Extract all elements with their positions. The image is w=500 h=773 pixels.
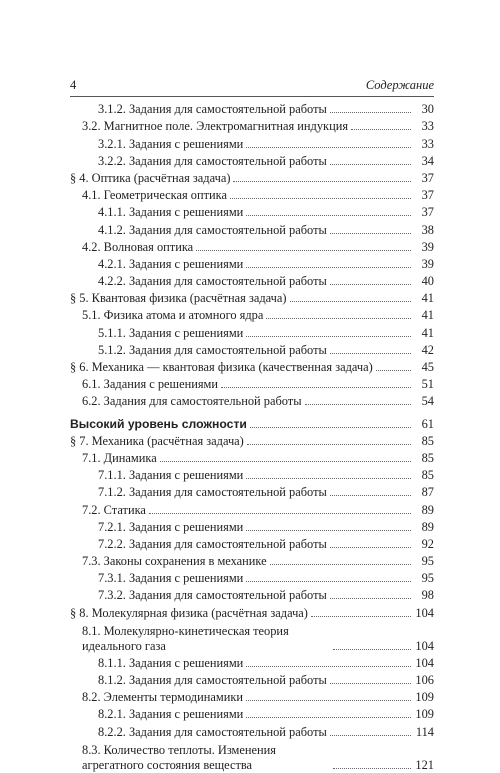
toc-entry[interactable] <box>70 375 434 392</box>
toc-leader-dots <box>333 649 411 650</box>
toc-entry[interactable] <box>70 671 434 688</box>
toc-entry[interactable] <box>70 169 434 186</box>
toc-entry-title: § 6. Механика — квантовая физика (качественная задача) <box>70 360 373 374</box>
toc-entry[interactable] <box>70 449 434 466</box>
toc-entry[interactable] <box>70 603 434 620</box>
toc-entry-title: 7.1. Динамика <box>82 450 157 465</box>
toc-entry-title: 4.2.2. Задания для самостоятельной работы <box>98 274 327 289</box>
toc-leader-dots <box>270 564 411 565</box>
toc-leader-dots <box>330 233 411 234</box>
toc-entry-title: 7.3.2. Задания для самостоятельной работы <box>98 588 327 603</box>
header-rule <box>70 96 434 97</box>
toc-entry-title: 3.2.2. Задания для самостоятельной работы <box>98 153 327 168</box>
toc-entry-page: 38 <box>421 222 434 237</box>
toc-entry[interactable] <box>70 341 434 358</box>
toc-entry-title: 8.2.1. Задания с решениями <box>98 707 244 722</box>
toc-leader-dots <box>330 735 411 736</box>
toc-entry-page: 37 <box>421 170 434 185</box>
toc-leader-dots <box>149 513 411 514</box>
toc-leader-dots <box>246 581 411 582</box>
toc-entry-page: 33 <box>421 136 434 151</box>
toc-entry-page: 85 <box>421 468 434 483</box>
toc-leader-dots <box>230 198 411 199</box>
toc-entry-title: 7.2. Статика <box>82 502 146 517</box>
toc-entry-page: 109 <box>415 707 434 722</box>
toc-entry[interactable] <box>70 203 434 220</box>
toc-leader-dots <box>233 181 411 182</box>
toc-entry-page: 37 <box>421 188 434 203</box>
toc-leader-dots <box>246 700 411 701</box>
toc-leader-dots <box>246 336 411 337</box>
toc-leader-dots <box>246 666 411 667</box>
toc-entry-page: 39 <box>421 256 434 271</box>
toc-entry-page: 95 <box>421 571 434 586</box>
toc-entry[interactable] <box>70 569 434 586</box>
toc-leader-dots <box>266 318 411 319</box>
section-title: Содержание <box>365 78 434 92</box>
toc-leader-dots <box>247 444 411 445</box>
toc-entry-title: § 8. Молекулярная физика (расчётная задача) <box>70 605 308 620</box>
toc-leader-dots <box>246 717 411 718</box>
toc-entry-page: 54 <box>421 394 434 409</box>
toc-entry-title: 8.1.2. Задания для самостоятельной работы <box>98 673 327 687</box>
toc-entry-title: 8.1. Молекулярно-кинетическая теория идеального газа <box>82 623 289 653</box>
toc-leader-dots <box>333 768 411 769</box>
toc-entry[interactable] <box>70 358 434 375</box>
toc-leader-dots <box>221 387 411 388</box>
toc-entry[interactable] <box>70 272 434 289</box>
toc-entry-title: 3.1.2. Задания для самостоятельной работы <box>98 102 327 117</box>
toc-entry-title: 7.1.1. Задания с решениями <box>98 468 244 483</box>
toc-leader-dots <box>246 215 411 216</box>
toc-entry-page: 30 <box>421 102 434 117</box>
page-number: 4 <box>70 78 77 92</box>
toc-entry[interactable] <box>70 238 434 255</box>
toc-entry[interactable] <box>70 518 434 535</box>
toc-leader-dots <box>376 370 411 371</box>
toc-entry[interactable] <box>70 117 434 134</box>
toc-entry[interactable] <box>70 621 434 654</box>
toc-entry-page: 37 <box>421 205 434 220</box>
toc-entry-title: 7.2.2. Задания для самостоятельной работы <box>98 536 327 551</box>
toc-leader-dots <box>330 547 411 548</box>
toc-leader-dots <box>330 683 411 684</box>
toc-entry-page: 45 <box>421 360 434 374</box>
toc-entry-title: 5.1. Физика атома и атомного ядра <box>82 308 264 323</box>
toc-entry-page: 98 <box>421 588 434 603</box>
toc-leader-dots <box>305 404 411 405</box>
toc-entry-page: 95 <box>421 554 434 569</box>
toc-leader-dots <box>160 461 411 462</box>
toc-entry-page: 121 <box>415 757 434 772</box>
toc-entry[interactable] <box>70 134 434 151</box>
toc-entry[interactable] <box>70 152 434 169</box>
toc-leader-dots <box>196 250 411 251</box>
toc-entry-page: 85 <box>421 433 434 448</box>
toc-entry-page: 104 <box>415 655 434 670</box>
toc-leader-dots <box>330 598 411 599</box>
toc-entry-title: § 7. Механика (расчётная задача) <box>70 433 244 448</box>
toc-entry[interactable] <box>70 323 434 340</box>
toc-entry[interactable] <box>70 432 434 449</box>
toc-entry-title: 7.3. Законы сохранения в механике <box>82 554 267 569</box>
toc-entry-title: 8.2.2. Задания для самостоятельной работы <box>98 724 327 739</box>
toc-entry-page: 41 <box>421 308 434 323</box>
toc-entry-title: 7.3.1. Задания с решениями <box>98 571 244 586</box>
toc-entry-page: 85 <box>421 450 434 465</box>
toc-leader-dots <box>330 164 411 165</box>
toc-entry-page: 33 <box>421 119 434 134</box>
toc-entry[interactable] <box>70 705 434 722</box>
toc-entry-title: § 4. Оптика (расчётная задача) <box>70 170 231 185</box>
toc-entry[interactable] <box>70 722 434 739</box>
toc-entry-title: 6.1. Задания с решениями <box>82 377 219 392</box>
toc-entry[interactable] <box>70 483 434 500</box>
toc-entry[interactable] <box>70 220 434 237</box>
toc-entry-page: 104 <box>415 605 434 620</box>
toc-entry[interactable] <box>70 688 434 705</box>
toc-entry-page: 106 <box>415 673 434 687</box>
toc-entry[interactable] <box>70 466 434 483</box>
toc-leader-dots <box>246 147 411 148</box>
toc-entry[interactable] <box>70 289 434 306</box>
toc-entry-title: 4.1.1. Задания с решениями <box>98 205 244 220</box>
toc-entry-title: 4.1. Геометрическая оптика <box>82 188 227 203</box>
toc-entry-page: 89 <box>421 519 434 534</box>
toc-entry-title: 4.2. Волновая оптика <box>82 239 194 254</box>
toc-entry-page: 41 <box>421 291 434 306</box>
toc-entry[interactable] <box>70 186 434 203</box>
toc-entry[interactable] <box>70 654 434 671</box>
toc-entry-title: Высокий уровень сложности <box>70 416 247 431</box>
toc-entry-page: 109 <box>415 690 434 705</box>
toc-entry-title: 7.2.1. Задания с решениями <box>98 519 244 534</box>
toc-entry-page: 104 <box>415 638 434 653</box>
toc-entry-page: 40 <box>421 274 434 289</box>
toc-entry[interactable] <box>70 255 434 272</box>
toc-entry-page: 87 <box>421 485 434 500</box>
toc-entry-title: 5.1.1. Задания с решениями <box>98 325 244 340</box>
toc-entry-page: 114 <box>415 724 434 739</box>
toc-entry-page: 89 <box>421 502 434 517</box>
toc-leader-dots <box>330 495 411 496</box>
toc-entry-title: 8.1.1. Задания с решениями <box>98 655 244 670</box>
toc-entry[interactable] <box>70 392 434 409</box>
toc-entry-page: 42 <box>421 342 434 357</box>
toc-entry-title: 3.2.1. Задания с решениями <box>98 136 244 151</box>
toc-entry[interactable] <box>70 500 434 517</box>
toc-leader-dots <box>250 427 411 428</box>
page-header <box>70 78 434 94</box>
toc-entry[interactable] <box>70 306 434 323</box>
toc-entry[interactable] <box>70 535 434 552</box>
toc-entry-title: § 5. Квантовая физика (расчётная задача) <box>70 291 287 306</box>
toc-leader-dots <box>330 284 411 285</box>
toc-entry-title: 7.1.2. Задания для самостоятельной работы <box>98 485 327 500</box>
toc-entry-page: 39 <box>421 239 434 254</box>
toc-leader-dots <box>351 129 411 130</box>
toc-entry[interactable] <box>70 414 434 431</box>
toc-entry[interactable] <box>70 552 434 569</box>
toc-entry-title: 3.2. Магнитное поле. Электромагнитная индукция <box>82 119 349 134</box>
toc-entry-title: 4.1.2. Задания для самостоятельной работы <box>98 222 327 237</box>
toc-entry-title: 6.2. Задания для самостоятельной работы <box>82 394 302 409</box>
toc-leader-dots <box>246 530 411 531</box>
toc-leader-dots <box>246 478 411 479</box>
table-of-contents <box>70 100 434 773</box>
toc-entry-page: 41 <box>421 325 434 340</box>
toc-entry-title: 8.3. Количество теплоты. Изменения агрегатного состояния вещества <box>82 742 276 772</box>
toc-leader-dots <box>290 301 411 302</box>
toc-leader-dots <box>330 353 411 354</box>
toc-entry-title: 8.2. Элементы термодинамики <box>82 690 243 705</box>
toc-entry[interactable] <box>70 586 434 603</box>
toc-entry-page: 92 <box>421 536 434 551</box>
toc-leader-dots <box>246 267 411 268</box>
toc-entry[interactable] <box>70 100 434 117</box>
toc-entry-page: 51 <box>421 377 434 392</box>
toc-leader-dots <box>311 616 411 617</box>
toc-entry-title: 4.2.1. Задания с решениями <box>98 256 244 271</box>
toc-entry[interactable] <box>70 740 434 773</box>
toc-entry-page: 34 <box>421 153 434 168</box>
toc-leader-dots <box>330 112 411 113</box>
toc-entry-title: 5.1.2. Задания для самостоятельной работы <box>98 342 327 357</box>
toc-entry-page: 61 <box>421 416 434 431</box>
